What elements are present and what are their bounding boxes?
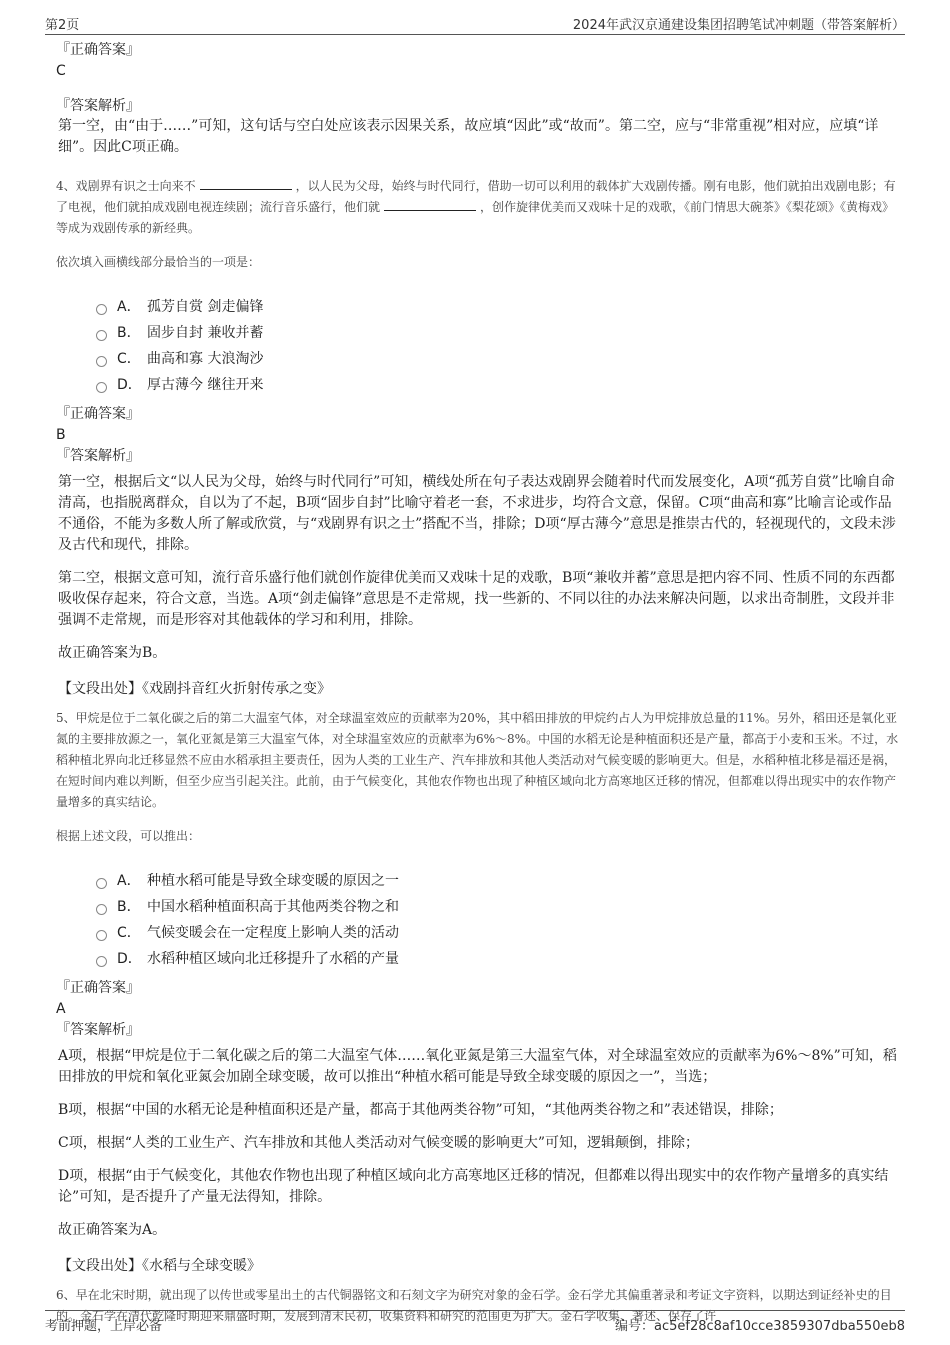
question-text: ，以人民为父母，始终与时代同行，借助一切可以利用的载体扩大戏剧传播。刚有电影，他们就拍出戏剧电影；有了电视，他们就拍成戏剧电视连续剧；流行音乐盛行，他们就 <box>56 179 896 214</box>
question-text: ，创作旋律优美而又戏味十足的戏歌，《前门情思大碗茶》《梨花颂》《黄梅戏》等成为戏剧传承的新经典。 <box>56 200 895 235</box>
analysis-paragraph: C项，根据“人类的工业生产、汽车排放和其他人类活动对气候变暖的影响更大”可知，逻辑颠倒，排除； <box>58 1135 700 1151</box>
option-letter: D． <box>117 951 142 967</box>
option-text: 厚古薄今 继往开来 <box>147 377 264 393</box>
radio-icon[interactable] <box>96 904 107 915</box>
correct-answer: C <box>56 63 66 79</box>
option-d[interactable] <box>96 946 902 972</box>
correct-answer: B <box>56 427 66 443</box>
page-content <box>56 40 902 1341</box>
page-number: 第2页 <box>45 18 80 33</box>
source-citation: 【文段出处】《水稻与全球变暖》 <box>58 1258 261 1274</box>
option-letter: B． <box>117 899 141 915</box>
analysis-paragraph: 第一空，根据后文“以人民为父母，始终与时代同行”可知，横线处所在句子表达戏剧界会随着时代而发展变化，A项“孤芳自赏”比喻自命清高，也指脱离群众，自以为了不起，B项“固步自封”比喻守着老一套，不求进步，均符合文意，保留。C项“曲高和寡”比喻言论或作品不通俗，不能为多数人所了解或欣赏，与“戏剧界有识之士”搭配不当，排除；D项“厚古薄今”意思是推崇古代的，轻视现代的，文段未涉及古代和现代，排除。 <box>58 474 896 553</box>
option-letter: A． <box>117 299 141 315</box>
option-letter: D． <box>117 377 142 393</box>
correct-answer-label: 『正确答案』 <box>56 406 140 422</box>
question-prompt: 依次填入画横线部分最恰当的一项是： <box>56 255 261 269</box>
analysis-label: 『答案解析』 <box>56 98 140 114</box>
option-text: 种植水稻可能是导致全球变暖的原因之一 <box>147 873 399 889</box>
source-citation: 【文段出处】《戏剧抖音红火折射传承之变》 <box>58 681 331 697</box>
option-list <box>96 294 902 398</box>
analysis-paragraph: 故正确答案为A。 <box>58 1222 167 1238</box>
option-c[interactable] <box>96 920 902 946</box>
option-c[interactable] <box>96 346 902 372</box>
option-text: 中国水稻种植面积高于其他两类谷物之和 <box>147 899 399 915</box>
option-b[interactable] <box>96 320 902 346</box>
question-text: 4、戏剧界有识之士向来不 <box>56 179 196 193</box>
question-5: 5、甲烷是位于二氧化碳之后的第二大温室气体，对全球温室效应的贡献率为20%，其中稻田排放的甲烷约占人为甲烷排放总量的11%。另外，稻田还是氧化亚氮的主要排放源之一，氧化亚氮是第三大温室气体，对全球温室效应的贡献率为6%～8%。中国的水稻无论是种植面积还是产量，都高于小麦和玉米。不过，水稻种植北界向北迁移显然不应由水稻承担主要责任，因为人类的工业生产、汽车排放和其他人类活动对气候变暖的影响更大。但是，水稻种植北移是福还是祸，在短时间内难以判断，但至少应当引起关注。此前，由于气候变化，其他农作物也出现了种植区域向北方高寒地区迁移的情况，但都难以得出现实中的农作物产量增多的真实结论。 <box>56 711 899 809</box>
page-footer <box>45 1310 905 1335</box>
option-a[interactable] <box>96 294 902 320</box>
option-letter: B． <box>117 325 141 341</box>
radio-icon[interactable] <box>96 956 107 967</box>
option-letter: C． <box>117 351 141 367</box>
radio-icon[interactable] <box>96 930 107 941</box>
radio-icon[interactable] <box>96 382 107 393</box>
question-prompt: 根据上述文段，可以推出： <box>56 829 201 843</box>
option-text: 孤芳自赏 剑走偏锋 <box>147 299 264 315</box>
option-a[interactable] <box>96 868 902 894</box>
analysis-label: 『答案解析』 <box>56 1022 140 1038</box>
document-id: 编号：ac5ef28c8af10cce3859307dba550eb8 <box>615 1319 905 1334</box>
correct-answer-label: 『正确答案』 <box>56 980 140 996</box>
question-6: 6、早在北宋时期，就出现了以传世或零星出土的古代铜器铭文和石刻文字为研究对象的金石学。金石学尤其偏重著录和考证文字资料，以期达到证经补史的目的。金石学在清代乾隆时期迎来鼎盛时期，发展到清末民初，收集资料和研究的范围更为扩大。金石学收集、著述、保存了许 <box>56 1288 892 1323</box>
option-d[interactable] <box>96 372 902 398</box>
option-text: 水稻种植区域向北迁移提升了水稻的产量 <box>147 951 399 967</box>
analysis-paragraph: A项，根据“甲烷是位于二氧化碳之后的第二大温室气体……氧化亚氮是第三大温室气体，对全球温室效应的贡献率为6%～8%”可知，稻田排放的甲烷和氧化亚氮会加剧全球变暖，故可以推出“种植水稻可能是导致全球变暖的原因之一”，当选； <box>58 1048 897 1085</box>
option-text: 气候变暖会在一定程度上影响人类的活动 <box>147 925 399 941</box>
fill-blank <box>200 177 292 190</box>
fill-blank <box>384 198 476 211</box>
radio-icon[interactable] <box>96 356 107 367</box>
analysis-paragraph: D项，根据“由于气候变化，其他农作物也出现了种植区域向北方高寒地区迁移的情况，但都难以得出现实中的农作物产量增多的真实结论”可知，是否提升了产量无法得知，排除。 <box>58 1168 889 1205</box>
analysis-paragraph: 第二空，根据文意可知，流行音乐盛行他们就创作旋律优美而又戏味十足的戏歌，B项“兼收并蓄”意思是把内容不同、性质不同的东西都吸收保存起来，符合文意，当选。A项“剑走偏锋”意思是不走常规，找一些新的、不同以往的办法来解决问题，以求出奇制胜，文段并非强调不走常规，而是形容对其他载体的学习和利用，排除。 <box>58 570 895 628</box>
page-header <box>45 12 905 35</box>
option-list <box>96 868 902 972</box>
option-text: 固步自封 兼收并蓄 <box>147 325 264 341</box>
question-4 <box>56 176 902 239</box>
correct-answer-label: 『正确答案』 <box>56 42 140 58</box>
analysis-paragraph: 故正确答案为B。 <box>58 645 167 661</box>
analysis-text: 第一空，由“由于……”可知，这句话与空白处应该表示因果关系，故应填“因此”或“故而”。第二空，应与“非常重视”相对应，应填“详细”。因此C项正确。 <box>58 118 879 155</box>
analysis-label: 『答案解析』 <box>56 448 140 464</box>
option-b[interactable] <box>96 894 902 920</box>
correct-answer: A <box>56 1001 66 1017</box>
radio-icon[interactable] <box>96 330 107 341</box>
analysis-paragraph: B项，根据“中国的水稻无论是种植面积还是产量，都高于其他两类谷物”可知，“其他两类谷物之和”表述错误，排除； <box>58 1102 783 1118</box>
footer-slogan: 考前押题，上岸必备 <box>45 1319 163 1334</box>
option-letter: A． <box>117 873 141 889</box>
option-text: 曲高和寡 大浪淘沙 <box>147 351 264 367</box>
option-letter: C． <box>117 925 141 941</box>
radio-icon[interactable] <box>96 304 107 315</box>
document-title: 2024年武汉京通建设集团招聘笔试冲刺题（带答案解析） <box>572 18 905 33</box>
radio-icon[interactable] <box>96 878 107 889</box>
